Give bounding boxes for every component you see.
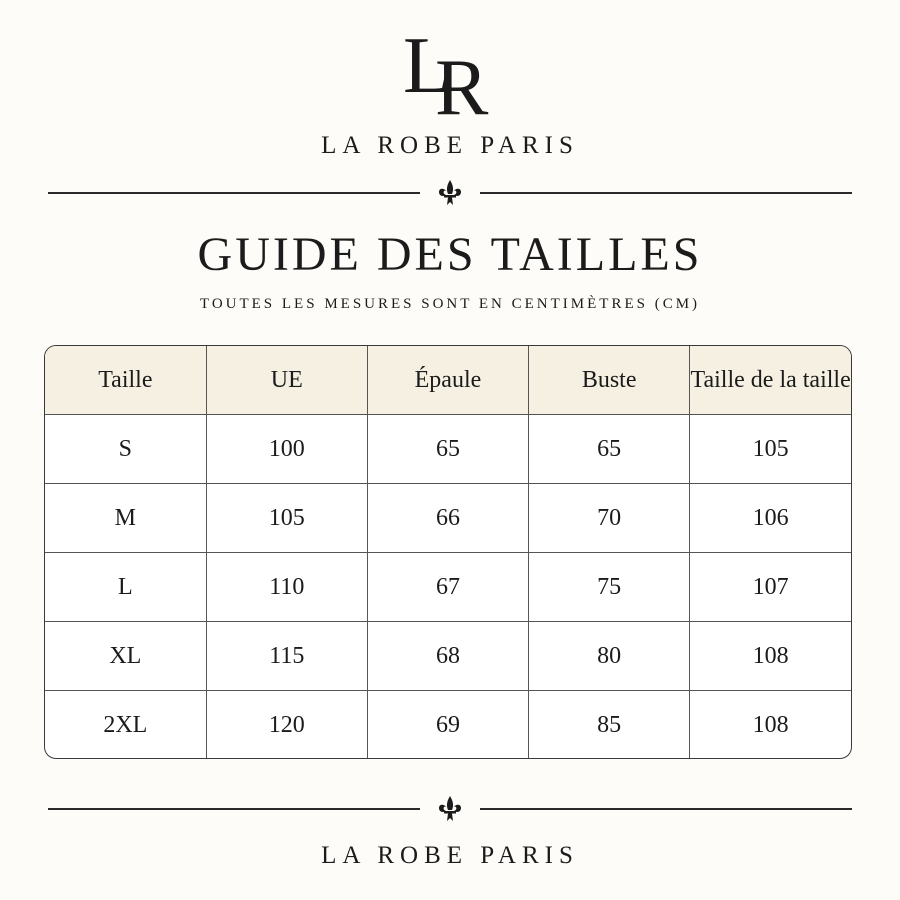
cell-shoulder: 67	[367, 553, 528, 622]
cell-size: L	[45, 553, 206, 622]
table-row	[45, 415, 851, 484]
cell-bust: 65	[529, 415, 690, 484]
header-eu: UE	[206, 346, 367, 415]
brand-monogram-logo	[0, 14, 900, 124]
table-header-row	[45, 346, 851, 415]
size-chart-table	[44, 345, 852, 759]
header-bust: Buste	[529, 346, 690, 415]
cell-eu: 105	[206, 484, 367, 553]
cell-bust: 75	[529, 553, 690, 622]
divider-top	[48, 178, 852, 208]
brand-name-bottom: LA ROBE PARIS	[321, 842, 579, 869]
header-size: Taille	[45, 346, 206, 415]
cell-eu: 120	[206, 691, 367, 760]
cell-shoulder: 68	[367, 622, 528, 691]
cell-size: 2XL	[45, 691, 206, 760]
cell-waist: 106	[690, 484, 851, 553]
cell-waist: 108	[690, 691, 851, 760]
page-title: GUIDE DES TAILLES	[197, 228, 703, 281]
fleur-de-lis-icon	[435, 794, 465, 824]
cell-eu: 100	[206, 415, 367, 484]
cell-shoulder: 65	[367, 415, 528, 484]
cell-bust: 80	[529, 622, 690, 691]
fleur-de-lis-icon	[435, 178, 465, 208]
table-row	[45, 622, 851, 691]
cell-size: M	[45, 484, 206, 553]
cell-bust: 70	[529, 484, 690, 553]
lr-monogram-icon	[395, 14, 505, 124]
cell-shoulder: 66	[367, 484, 528, 553]
cell-waist: 107	[690, 553, 851, 622]
table-row	[45, 691, 851, 760]
cell-waist: 105	[690, 415, 851, 484]
cell-eu: 110	[206, 553, 367, 622]
cell-waist: 108	[690, 622, 851, 691]
header-waist: Taille de la taille	[690, 346, 851, 415]
cell-shoulder: 69	[367, 691, 528, 760]
table-row	[45, 484, 851, 553]
cell-size: XL	[45, 622, 206, 691]
cell-size: S	[45, 415, 206, 484]
svg-text:L: L	[403, 22, 452, 110]
svg-text:R: R	[435, 44, 489, 124]
cell-bust: 85	[529, 691, 690, 760]
header-shoulder: Épaule	[367, 346, 528, 415]
table-row	[45, 553, 851, 622]
divider-bottom	[48, 794, 852, 824]
cell-eu: 115	[206, 622, 367, 691]
brand-name-top: LA ROBE PARIS	[321, 132, 579, 159]
page-subtitle: TOUTES LES MESURES SONT EN CENTIMÈTRES (CM)	[199, 296, 701, 312]
